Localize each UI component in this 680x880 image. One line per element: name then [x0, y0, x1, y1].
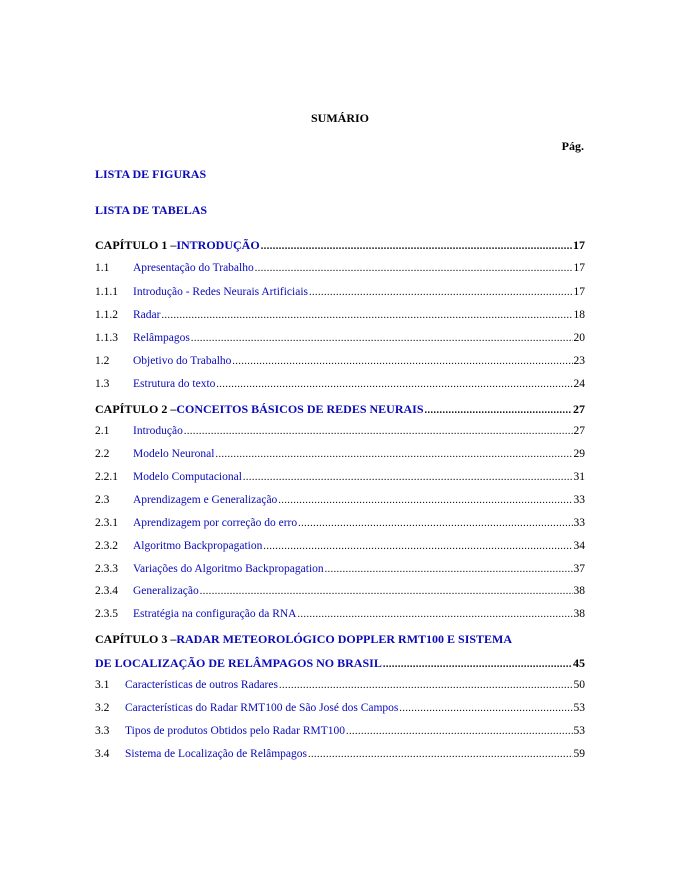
page-number: 50	[573, 679, 585, 691]
dot-leader	[216, 379, 572, 390]
toc-section-row[interactable]	[95, 471, 585, 487]
page-number: 33	[573, 517, 585, 529]
toc-section-row[interactable]	[95, 540, 585, 556]
toc-section-row[interactable]	[95, 262, 585, 278]
toc-section-row[interactable]	[95, 702, 585, 718]
page-number: 33	[573, 494, 585, 506]
dot-leader	[308, 749, 572, 760]
toc-section-row[interactable]	[95, 378, 585, 394]
dot-leader	[184, 426, 573, 437]
toc-section-row[interactable]	[95, 494, 585, 510]
page-number: 20	[573, 332, 585, 344]
page-number: 17	[573, 238, 585, 252]
dot-leader	[383, 659, 572, 670]
dot-leader	[279, 680, 573, 691]
section-title-link[interactable]: Aprendizagem e Generalização	[133, 494, 278, 506]
chapter-title-link[interactable]: CONCEITOS BÁSICOS DE REDES NEURAIS	[176, 402, 424, 416]
section-number: 3.2	[95, 702, 110, 714]
page-number: 24	[573, 378, 585, 390]
toc-chapter-row[interactable]	[95, 238, 585, 254]
section-number: 3.4	[95, 748, 110, 760]
section-number: 1.1.3	[95, 332, 118, 344]
section-title-link[interactable]: Modelo Computacional	[133, 471, 242, 483]
section-title-link[interactable]: Sistema de Localização de Relâmpagos	[125, 748, 308, 760]
section-title-link[interactable]: Aprendizagem por correção do erro	[133, 517, 298, 529]
toc-chapter-row[interactable]	[95, 656, 585, 672]
page-number: 17	[573, 286, 585, 298]
toc-section-row[interactable]	[95, 355, 585, 371]
section-number: 1.1.1	[95, 286, 118, 298]
section-number: 2.3.3	[95, 563, 118, 575]
section-number: 1.2	[95, 355, 110, 367]
page-number: 38	[573, 608, 585, 620]
dot-leader	[232, 356, 572, 367]
chapter-title-link[interactable]: DE LOCALIZAÇÃO DE RELÂMPAGOS NO BRASIL	[95, 656, 382, 670]
section-number: 1.1.2	[95, 309, 118, 321]
section-title-link[interactable]: Variações do Algoritmo Backpropagation	[133, 563, 324, 575]
page-number: 31	[573, 471, 585, 483]
page-number: 27	[573, 402, 585, 416]
section-number: 1.1	[95, 262, 110, 274]
page-number: 34	[573, 540, 585, 552]
toc-chapter-row[interactable]	[95, 402, 585, 418]
page-column-header: Pág.	[561, 139, 584, 153]
toc-section-row[interactable]	[95, 679, 585, 695]
dot-leader	[298, 518, 572, 529]
page-number: 59	[573, 748, 585, 760]
page-number: 17	[573, 262, 585, 274]
chapter-title-link[interactable]: INTRODUÇÃO	[176, 238, 260, 252]
section-title-link[interactable]: Algoritmo Backpropagation	[133, 540, 263, 552]
toc-section-row[interactable]	[95, 517, 585, 533]
section-number: 3.1	[95, 679, 110, 691]
dot-leader	[215, 449, 572, 460]
dot-leader	[298, 609, 573, 620]
page-number: 53	[573, 702, 585, 714]
section-title-link[interactable]: Estrutura do texto	[133, 378, 216, 390]
page-number: 37	[573, 563, 585, 575]
toc-section-row[interactable]	[95, 608, 585, 624]
page-number: 23	[573, 355, 585, 367]
section-number: 2.3	[95, 494, 110, 506]
toc-section-row[interactable]	[95, 725, 585, 741]
dot-leader	[200, 586, 573, 597]
section-number: 2.2	[95, 448, 110, 460]
section-number: 2.3.4	[95, 585, 118, 597]
dot-leader	[255, 263, 573, 274]
section-title-link[interactable]: Objetivo do Trabalho	[133, 355, 232, 367]
dot-leader	[261, 241, 572, 252]
section-title-link[interactable]: Introdução - Redes Neurais Artificiais	[133, 286, 308, 298]
section-number: 2.2.1	[95, 471, 118, 483]
section-title-link[interactable]: Relâmpagos	[133, 332, 190, 344]
section-number: 3.3	[95, 725, 110, 737]
page-number: 38	[573, 585, 585, 597]
section-number: 2.3.1	[95, 517, 118, 529]
dot-leader	[161, 310, 572, 321]
page-number: 45	[573, 656, 585, 670]
section-title-link[interactable]: Modelo Neuronal	[133, 448, 215, 460]
toc-section-row[interactable]	[95, 563, 585, 579]
section-title-link[interactable]: Radar	[133, 309, 161, 321]
page-title: SUMÁRIO	[310, 111, 369, 125]
dot-leader	[325, 564, 573, 575]
toc-chapter-row[interactable]	[95, 632, 585, 648]
toc-section-row[interactable]	[95, 748, 585, 764]
chapter-prefix: CAPÍTULO 2 –	[95, 402, 177, 416]
dot-leader	[346, 726, 573, 737]
page-number: 18	[573, 309, 585, 321]
toc-section-row[interactable]	[95, 332, 585, 348]
page-number: 29	[573, 448, 585, 460]
section-number: 1.3	[95, 378, 110, 390]
dot-leader	[425, 405, 572, 416]
dot-leader	[309, 287, 573, 298]
dot-leader	[278, 495, 572, 506]
section-title-link[interactable]: Estratégia na configuração da RNA	[133, 608, 297, 620]
chapter-prefix: CAPÍTULO 3 –	[95, 632, 177, 646]
toc-section-row[interactable]	[95, 286, 585, 302]
toc-section-row[interactable]	[95, 448, 585, 464]
section-number: 2.1	[95, 425, 110, 437]
chapter-prefix: CAPÍTULO 1 –	[95, 238, 177, 252]
section-title-link[interactable]: Tipos de produtos Obtidos pelo Radar RMT100	[125, 725, 345, 737]
dot-leader	[191, 333, 573, 344]
list-of-figures-link[interactable]: LISTA DE FIGURAS	[95, 167, 207, 181]
section-number: 2.3.2	[95, 540, 118, 552]
dot-leader	[263, 541, 572, 552]
dot-leader	[399, 703, 572, 714]
page-number: 53	[573, 725, 585, 737]
list-of-tables-link[interactable]: LISTA DE TABELAS	[95, 203, 208, 217]
toc-section-row[interactable]	[95, 585, 585, 601]
section-title-link[interactable]: Características de outros Radares	[125, 679, 278, 691]
dot-leader	[243, 472, 573, 483]
section-title-link[interactable]: Generalização	[133, 585, 199, 597]
toc-section-row[interactable]	[95, 425, 585, 441]
toc-section-row[interactable]	[95, 309, 585, 325]
section-title-link[interactable]: Características do Radar RMT100 de São José dos Campos	[125, 702, 399, 714]
section-title-link[interactable]: Apresentação do Trabalho	[133, 262, 254, 274]
page-number: 27	[573, 425, 585, 437]
chapter-title-link[interactable]: RADAR METEOROLÓGICO DOPPLER RMT100 E SISTEMA	[176, 632, 513, 646]
section-title-link[interactable]: Introdução	[133, 425, 183, 437]
section-number: 2.3.5	[95, 608, 118, 620]
